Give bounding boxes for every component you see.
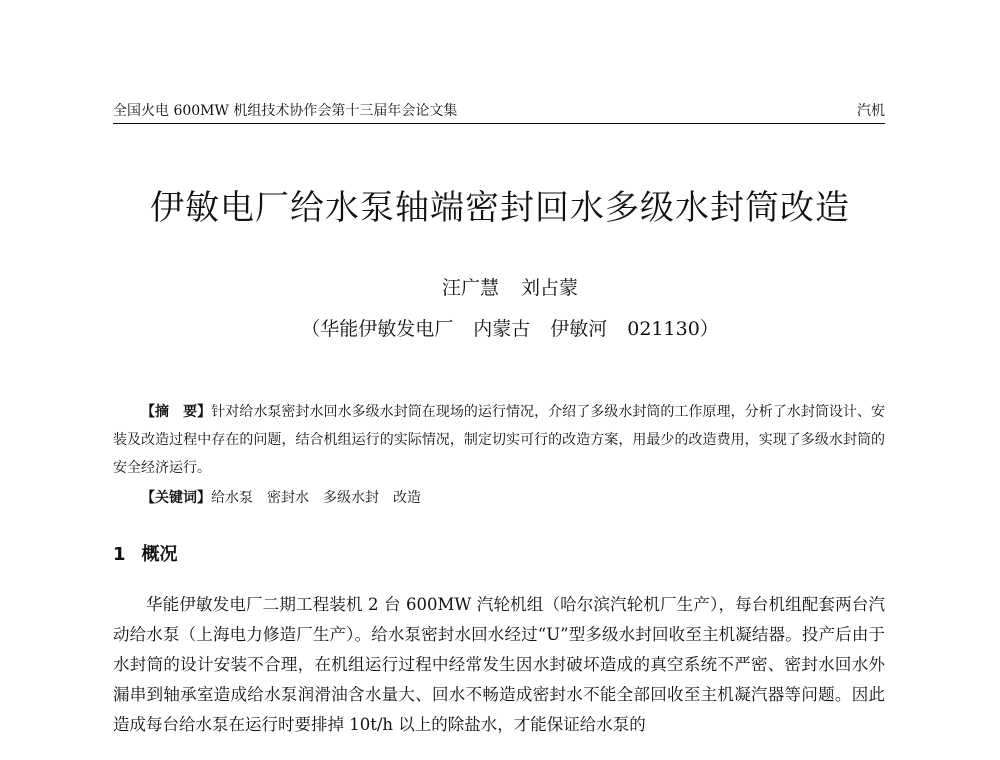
section-category: 汽机 <box>857 103 885 119</box>
abstract-text: 针对给水泵密封水回水多级水封筒在现场的运行情况，介绍了多级水封筒的工作原理，分析了水封筒设计、安装及改造过程中存在的问题，结合机组运行的实际情况，制定切实可行的改造方案，用最少的改造费用，实现了多级水封筒的安全经济运行。 <box>113 404 886 476</box>
keyword: 给水泵 <box>211 490 253 506</box>
affiliation-open-paren: （ <box>301 318 321 340</box>
body-paragraph: 华能伊敏发电厂二期工程装机 2 台 600MW 汽轮机组（哈尔滨汽轮机厂生产），每台机组配套两台汽动给水泵（上海电力修造厂生产）。给水泵密封水回水经过“U”型多级水封回收至主机凝结器。投产后由于水封筒的设计安装不合理，在机组运行过程中经常发生因水封破坏造成的真空系统不严密、密封水回水外漏串到轴承室造成给水泵润滑油含水量大、回水不畅造成密封水不能全部回收至主机凝汽器等问题。因此造成每台给水泵在运行时要排掉 10t/h 以上的除盐水，才能保证给水泵的 <box>113 595 885 734</box>
paper-title: 伊敏电厂给水泵轴端密封回水多级水封筒改造 <box>150 188 850 228</box>
author-list <box>0 275 1000 301</box>
author-name: 汪广慧 <box>441 277 499 299</box>
section-title: 概况 <box>141 544 178 565</box>
affiliation-city: 伊敏河 <box>550 318 608 340</box>
keyword: 密封水 <box>267 490 309 506</box>
proceedings-title: 全国火电 600MW 机组技术协作会第十三届年会论文集 <box>113 103 458 119</box>
keyword: 改造 <box>393 490 421 506</box>
section-number: 1 <box>113 544 126 565</box>
keyword: 多级水封 <box>323 490 379 506</box>
keywords <box>141 484 885 512</box>
section-heading <box>113 541 178 569</box>
abstract-label: 【摘 要】 <box>141 404 212 420</box>
author-name: 刘占蒙 <box>521 277 579 299</box>
affiliation-postcode: 021130 <box>627 318 700 340</box>
running-header <box>113 101 885 123</box>
affiliation-province: 内蒙古 <box>473 318 531 340</box>
abstract <box>113 398 885 482</box>
keywords-label: 【关键词】 <box>141 490 211 506</box>
header-rule <box>113 123 885 124</box>
affiliation <box>0 316 1000 342</box>
affiliation-close-paren: ） <box>699 318 719 340</box>
affiliation-org: 华能伊敏发电厂 <box>320 318 454 340</box>
